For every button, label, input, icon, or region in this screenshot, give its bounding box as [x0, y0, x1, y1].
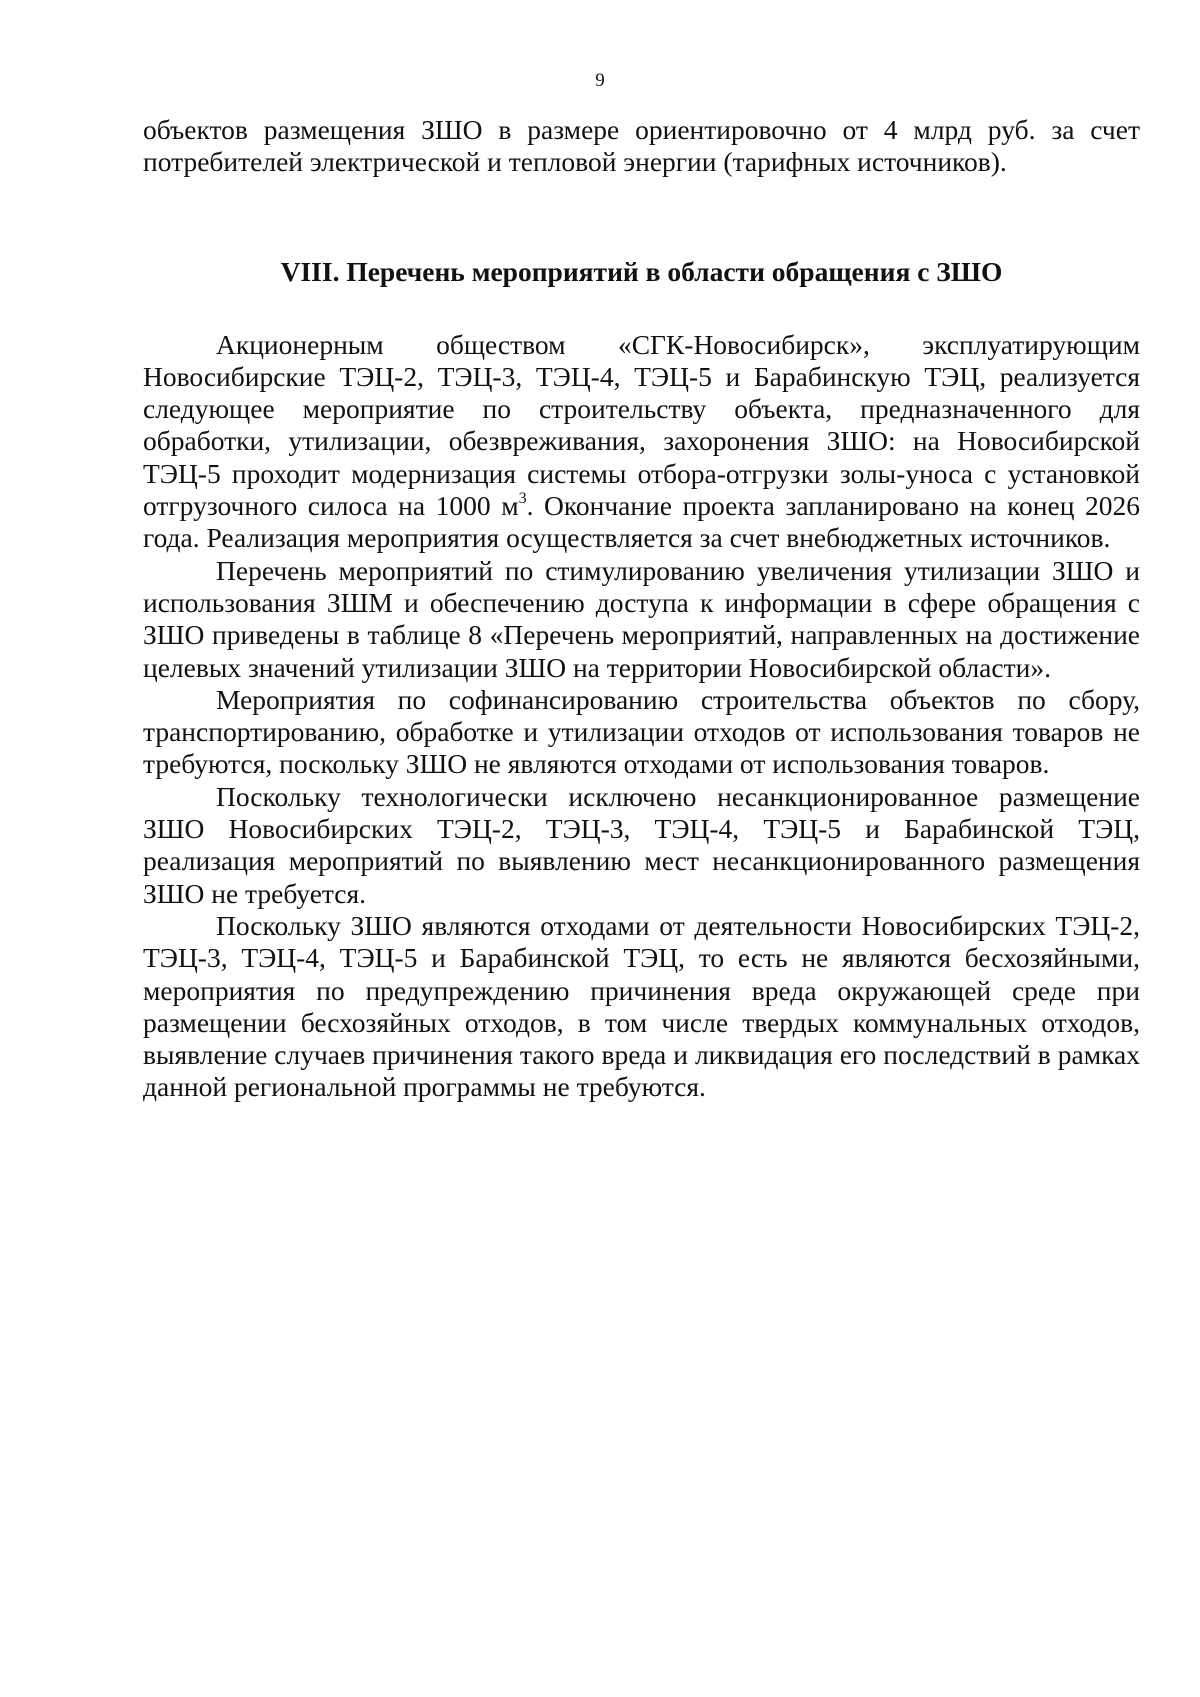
cubic-meter-superscript: 3	[518, 490, 527, 508]
paragraph-project-text: Акционерным обществом «СГК-Новосибирск», эксплуатирующим Новосибирские ТЭЦ-2, ТЭЦ-3, ТЭЦ-4, ТЭЦ-5 и Барабинскую ТЭЦ, реализуется следующее мероприятие по строительству объекта, предназначенного для обработки, утилизации, обезвреживания, захоронения ЗШО: на Новосибирской ТЭЦ-5 проходит модернизация системы отбора-отгрузки золы-уноса с установкой отгрузочного силоса на 1000 м	[143, 328, 1140, 522]
page-number: 9	[595, 70, 605, 91]
paragraph-project-text-end: . Окончание проекта запланировано на конец 2026 года. Реализация мероприятия осуществляется за счет внебюджетных источников.	[143, 490, 1140, 554]
paragraph-measures-list: Перечень мероприятий по стимулированию увеличения утилизации ЗШО и использования ЗШМ и обеспечению доступа к информации в сфере обращения с ЗШО приведены в таблице 8 «Перечень мероприятий, направленных на достижение целевых значений утилизации ЗШО на территории Новосибирской области».	[143, 554, 1140, 683]
paragraph-ownerless-waste: Поскольку ЗШО являются отходами от деятельности Новосибирских ТЭЦ-2, ТЭЦ-3, ТЭЦ-4, ТЭЦ-5 и Барабинской ТЭЦ, то есть не являются бесхозяйными, мероприятия по предупреждению причинения вреда окружающей среде при размещении бесхозяйных отходов, в том числе твердых коммунальных отходов, выявление случаев причинения такого вреда и ликвидация его последствий в рамках данной региональной программы не требуются.	[143, 909, 1140, 1103]
paragraph-unauthorized-placement: Поскольку технологически исключено несанкционированное размещение ЗШО Новосибирских ТЭЦ-2, ТЭЦ-3, ТЭЦ-4, ТЭЦ-5 и Барабинской ТЭЦ, реализация мероприятий по выявлению мест несанкционированного размещения ЗШО не требуется.	[143, 780, 1140, 909]
page-body	[143, 114, 1140, 1104]
section-heading: VIII. Перечень мероприятий в области обращения с ЗШО	[280, 255, 1003, 287]
paragraph-project	[143, 329, 1140, 555]
intro-paragraph: объектов размещения ЗШО в размере ориентировочно от 4 млрд руб. за счет потребителей электрической и тепловой энергии (тарифных источников).	[143, 114, 1140, 178]
paragraph-cofinancing: Мероприятия по софинансированию строительства объектов по сбору, транспортированию, обработке и утилизации отходов от использования товаров не требуются, поскольку ЗШО не являются отходами от использования товаров.	[143, 683, 1140, 780]
